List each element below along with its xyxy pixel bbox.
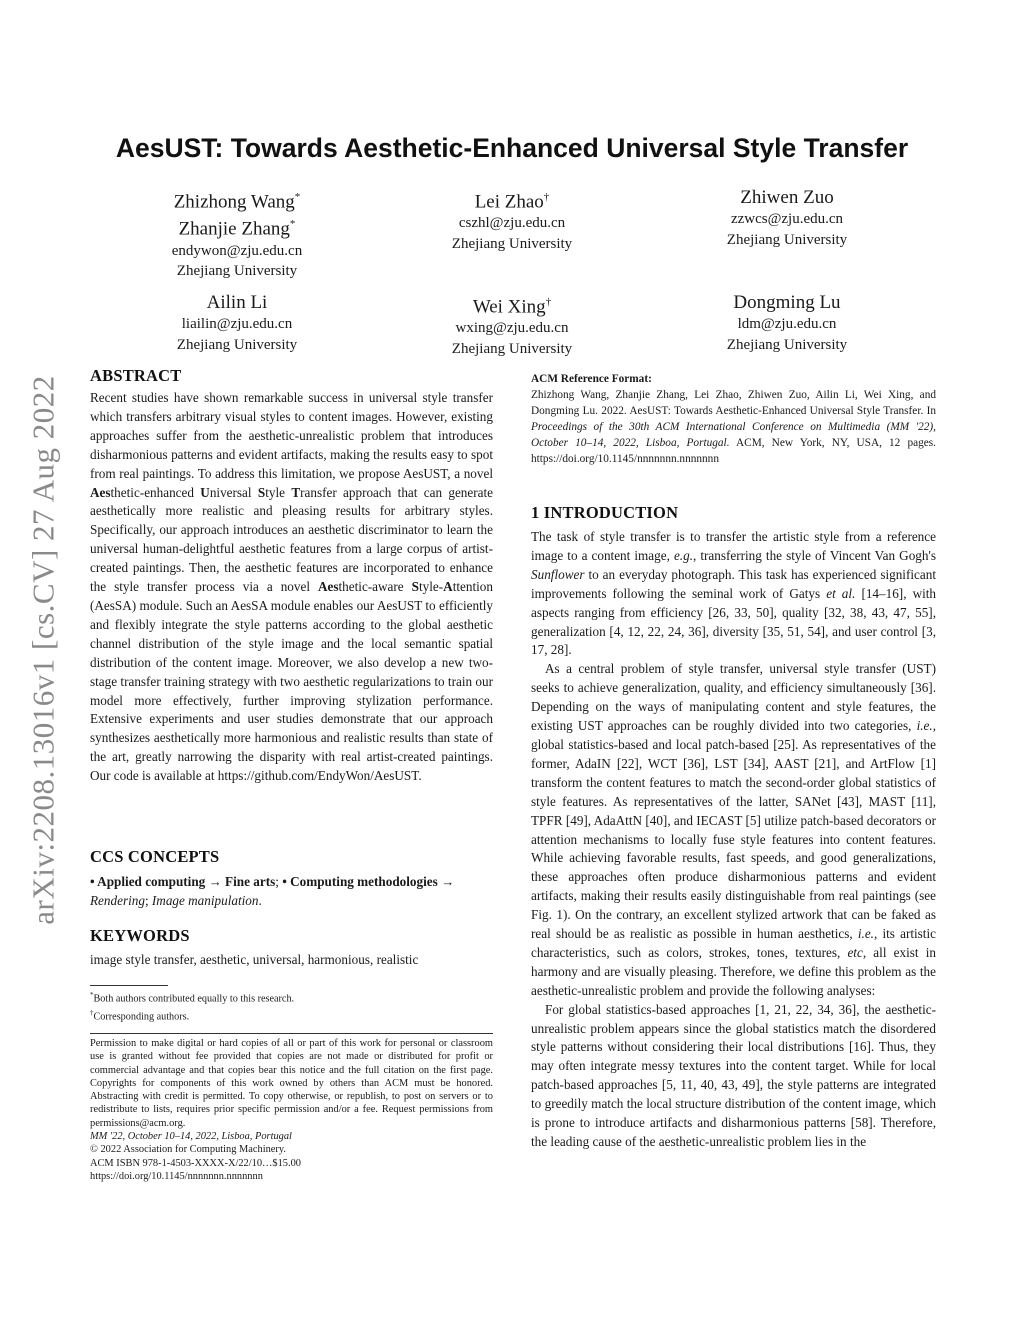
author-affiliation: Zhejiang University (451, 235, 573, 252)
author-block-2 (367, 186, 657, 254)
permission-block (90, 1037, 493, 1183)
permission-divider (90, 1033, 493, 1034)
introduction-body (531, 528, 936, 1152)
author-affiliation: Zhejiang University (176, 336, 298, 353)
author-name: Dongming Lu (733, 292, 841, 313)
author-affiliation: Zhejiang University (451, 340, 573, 357)
acm-reference-label: ACM Reference Format: (531, 373, 652, 385)
introduction-section (531, 503, 936, 1152)
footnote-equal-contribution: *Both authors contributed equally to this research. (90, 991, 295, 1005)
ccs-body: • Applied computing → Fine arts; • Computing methodologies → Rendering; Image manipulation. (90, 874, 455, 908)
intro-paragraph: For global statistics-based approaches [1, 21, 22, 34, 36], the aesthetic-unrealistic problem appears since the global statistics match the disordered style patterns without considering their local distributions [16]. Thus, they may often integrate messy textures into the content target. While for local patch-based approaches [5, 11, 40, 43, 49], the style patterns are integrated to greedily match the local structure distribution of the content image, which is prone to introduce artifacts and disharmonious patterns [58]. Therefore, the leading cause of the aesthetic-unrealistic problem lies in the (531, 1001, 936, 1149)
copyright-line: © 2022 Association for Computing Machinery. (90, 1144, 286, 1156)
acm-reference-text: Zhizhong Wang, Zhanjie Zhang, Lei Zhao, Zhiwen Zuo, Ailin Li, Wei Xing, and Dongming Lu. 2022. AesUST: Towards Aesthetic-Enhanced Universal Style Transfer. In Proceedings of the 30th ACM International Conference on Multimedia (MM '22), October 10–14, 2022, Lisboa, Portugal. ACM, New York, NY, USA, 12 pages. https://doi.org/10.1145/nnnnnnn.nnnnnnn (531, 389, 936, 466)
author-name: Lei Zhao† (474, 191, 550, 213)
footnote-divider (90, 985, 168, 986)
author-name: Wei Xing† (472, 296, 552, 318)
paper-title: AesUST: Towards Aesthetic-Enhanced Universal Style Transfer (115, 133, 909, 163)
intro-paragraph: The task of style transfer is to transfer the artistic style from a reference image to a content image, e.g., transferring the style of Vincent Van Gogh's Sunflower to an everyday photograph. This task has experienced significant improvements following the seminal work of Gatys et al. [14–16], with aspects ranging from efficiency [26, 33, 50], quality [32, 38, 43, 47, 55], generalization [4, 12, 22, 24, 36], diversity [35, 51, 54], and user control [3, 17, 28]. (531, 529, 937, 658)
keywords-body: image style transfer, aesthetic, universal, harmonious, realistic (90, 952, 419, 967)
author-email: ldm@zju.edu.cn (737, 316, 837, 332)
intro-paragraph: As a central problem of style transfer, universal style transfer (UST) seeks to achieve generalization, quality, and efficiency simultaneously [36]. Depending on the ways of manipulating content and style features, the existing UST approaches can be roughly divided into two categories, i.e., global statistics-based and local patch-based [25]. As representatives of the former, AdaIN [22], WCT [36], LST [34], AAST [21], and ArtFlow [1] transform the content features to match the second-order global statistics of style features. As representatives of the latter, SANet [43], MAST [11], TPFR [49], AdaAttN [40], and IECAST [5] utilize patch-based decorators or attention mechanisms to locally fuse style features into content features. While achieving favorable results, fast speeds, and good generalizations, these approaches often produce disharmonious patterns and evident artifacts, making their results easily distinguishable from real paintings (see Fig. 1). On the contrary, an excellent stylized artwork that can be faked as real should be as realistic as possible in human aesthetics, i.e., its artistic characteristics, such as colors, strokes, tones, textures, etc, all exist in harmony and are visually pleasing. Therefore, we define this problem as the aesthetic-unrealistic problem and provide the following analyses: (531, 661, 936, 998)
isbn-line: ACM ISBN 978-1-4503-XXXX-X/22/10…$15.00 (90, 1157, 301, 1169)
author-email: cszhl@zju.edu.cn (458, 215, 566, 232)
footnotes (90, 988, 493, 1025)
author-affiliation: Zhejiang University (726, 231, 848, 248)
keywords-section (90, 926, 493, 970)
author-block-1 (92, 186, 382, 282)
ccs-section (90, 847, 493, 911)
author-affiliation: Zhejiang University (726, 336, 848, 353)
author-name: Zhizhong Wang* (173, 191, 301, 213)
ccs-heading: CCS CONCEPTS (90, 847, 220, 866)
permission-text: Permission to make digital or hard copies of all or part of this work for personal or classroom use is granted without fee provided that copies are not made or distributed for profit or commercial advantage and that copies bear this notice and the full citation on the first page. Copyrights for components of this work owned by others than ACM must be honored. Abstracting with credit is permitted. To copy otherwise, or republish, to post on servers or to redistribute to lists, requires prior specific permission and/or a fee. Request permissions from permissions@acm.org. (90, 1038, 493, 1129)
author-block-3 (642, 186, 932, 250)
author-name: Zhiwen Zuo (740, 187, 834, 208)
abstract-heading: ABSTRACT (90, 366, 182, 385)
introduction-heading: 1 INTRODUCTION (531, 503, 679, 522)
abstract-paragraph: Recent studies have shown remarkable success in universal style transfer which transfers arbitrary visual styles to content images. However, existing approaches suffer from the aesthetic-unrealistic problem that introduces disharmonious patterns and evident artifacts, making the results easy to spot from real paintings. To address this limitation, we propose AesUST, a novel Aesthetic-enhanced Universal Style Transfer approach that can generate aesthetically more realistic and pleasing results for arbitrary styles. Specifically, our approach introduces an aesthetic discriminator to learn the universal human-delightful aesthetic features from a large corpus of artist-created paintings. Then, the aesthetic features are incorporated to enhance the style transfer process via a novel Aesthetic-aware Style-Attention (AesSA) module. Such an AesSA module enables our AesUST to efficiently and flexibly integrate the style patterns according to the global aesthetic channel distribution of the style image and the local semantic spatial distribution of the content image. Moreover, we also develop a new two-stage transfer training strategy with two aesthetic regularizations to train our model more effectively, further improving stylization performance. Extensive experiments and user studies demonstrate that our approach synthesizes aesthetically more harmonious and realistic results than state of the art, greatly narrowing the disparity with real artist-created paintings. Our code is available at https://github.com/EndyWon/AesUST. (90, 390, 494, 784)
abstract-body (90, 389, 493, 786)
arxiv-identifier-stamp (14, 350, 74, 950)
author-block-6 (642, 291, 932, 355)
keywords-heading: KEYWORDS (90, 926, 190, 945)
author-block-5 (367, 291, 657, 359)
author-email: zzwcs@zju.edu.cn (730, 211, 844, 227)
arxiv-stamp-text: arXiv:2208.13016v1 [cs.CV] 27 Aug 2022 (26, 375, 61, 925)
author-name: Zhanjie Zhang* (178, 218, 296, 240)
author-email: wxing@zju.edu.cn (455, 320, 569, 337)
venue-line: MM '22, October 10–14, 2022, Lisboa, Portugal (90, 1131, 292, 1143)
author-email: endywon@zju.edu.cn (171, 242, 303, 259)
acm-reference-format (531, 371, 936, 468)
abstract-section (90, 366, 493, 786)
author-email: liailin@zju.edu.cn (181, 316, 293, 332)
author-block-4 (92, 291, 382, 355)
author-name: Ailin Li (206, 292, 268, 313)
footnote-corresponding: †Corresponding authors. (90, 1009, 190, 1023)
doi-line: https://doi.org/10.1145/nnnnnnn.nnnnnnn (90, 1170, 263, 1182)
author-affiliation: Zhejiang University (176, 263, 298, 280)
